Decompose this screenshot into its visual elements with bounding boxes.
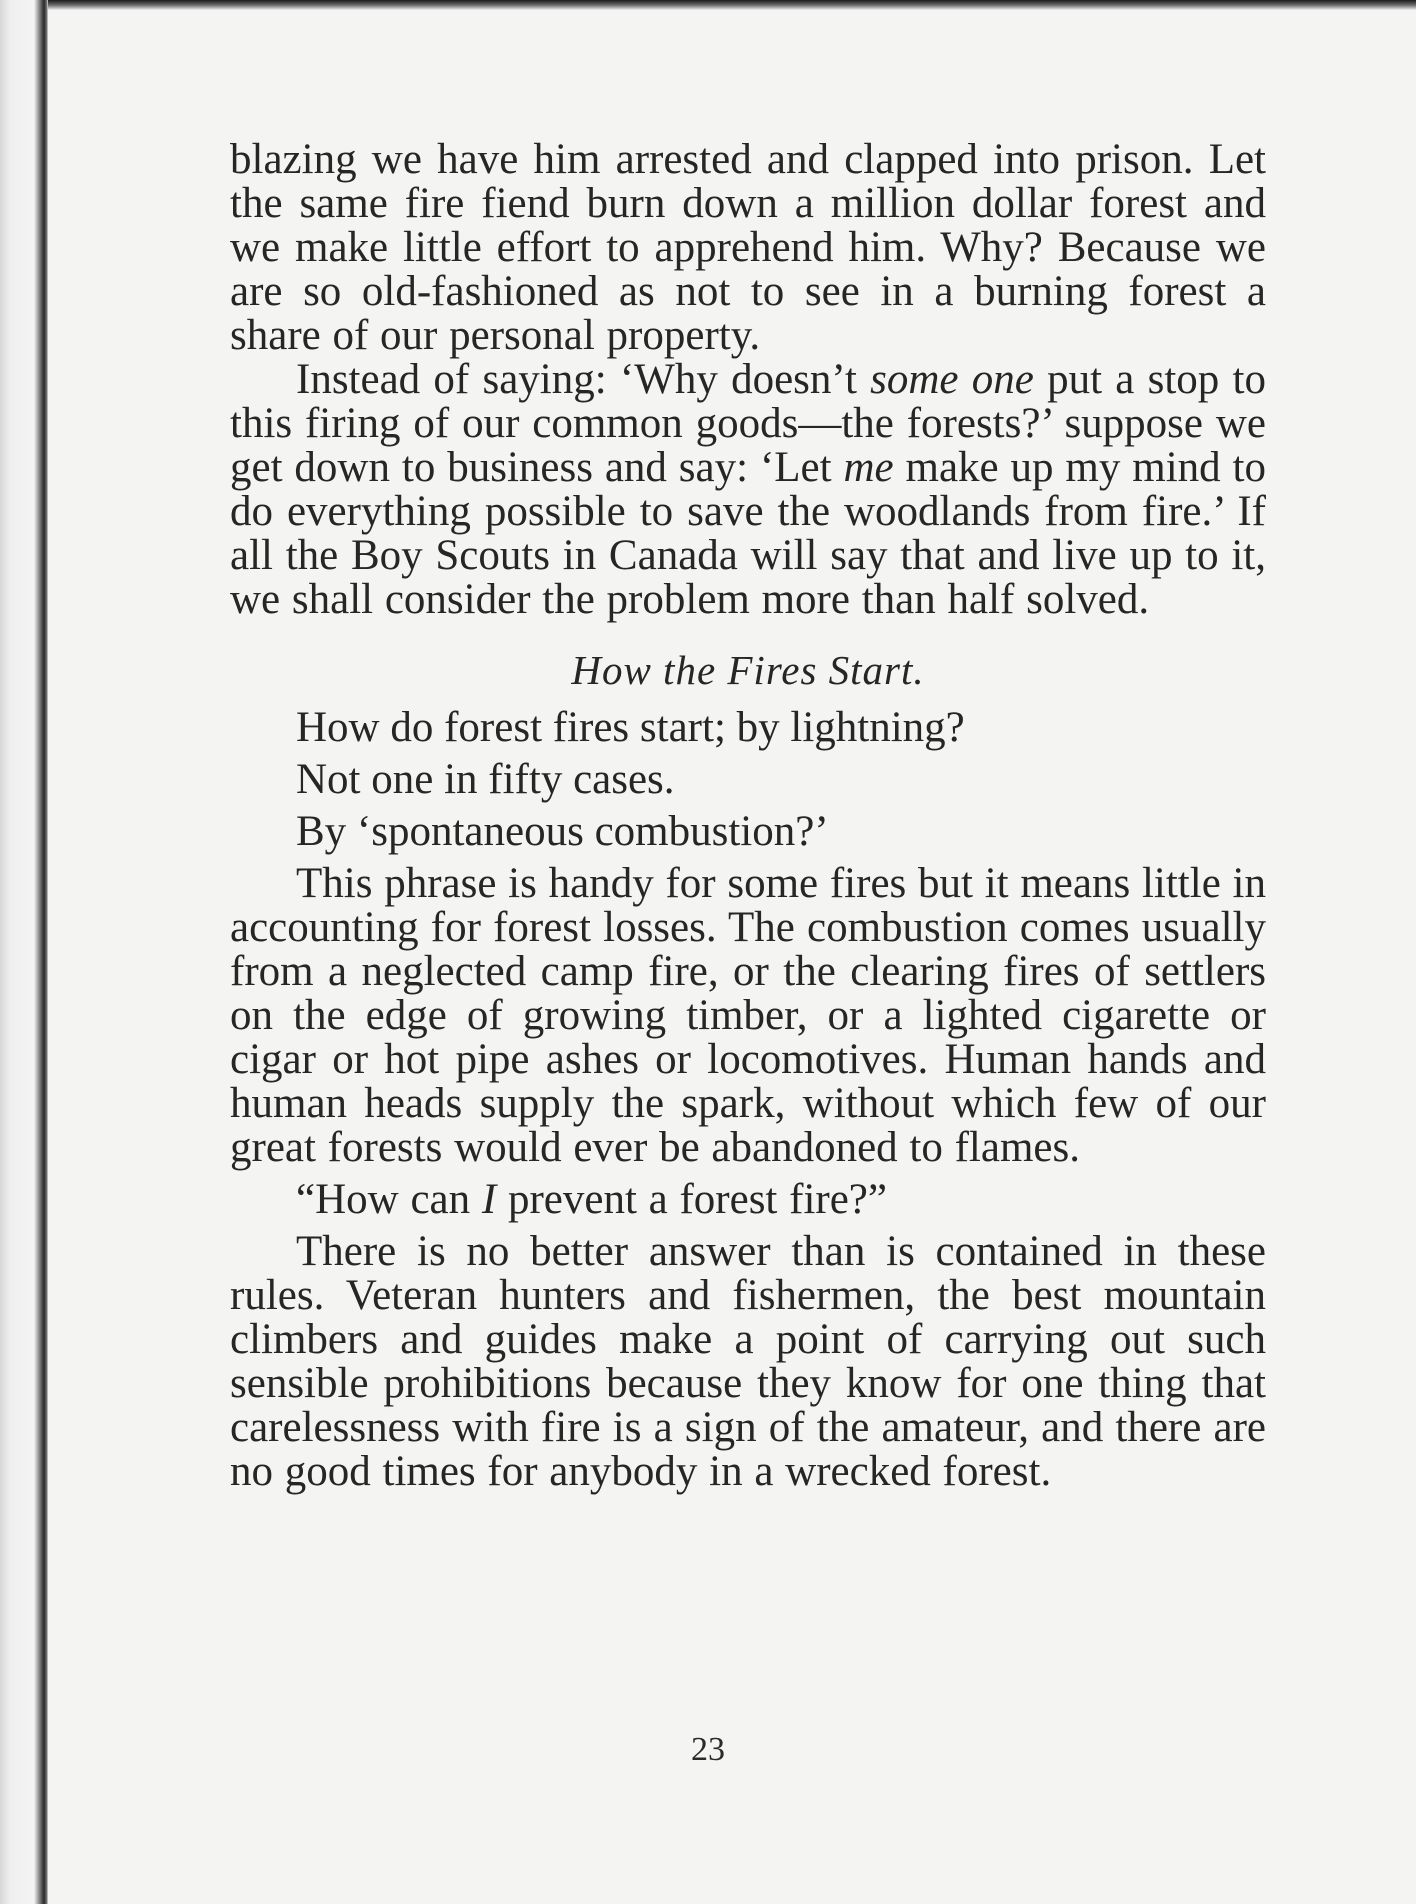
emphasis-text: me — [843, 444, 894, 491]
paragraph-some-one — [230, 358, 1266, 622]
paragraph-text: “How can — [296, 1176, 482, 1223]
question-lightning: How do forest fires start; by lightning? — [296, 704, 965, 751]
question-combustion: By ‘spontaneous combustion?’ — [296, 808, 829, 855]
emphasis-text: I — [481, 1176, 497, 1223]
question-prevent-fire — [230, 1178, 1266, 1222]
scan-top-edge — [0, 0, 1416, 10]
answer-fifty-cases: Not one in fifty cases. — [296, 756, 675, 803]
page-number: 23 — [691, 1731, 725, 1768]
paragraph-answer-rules: There is no better answer than is contained in these rules. Veteran hunters and fishermen, the best mountain climbers and guides make a point of carrying out such sensible prohibitions because they know for one thing that carelessness with fire is a sign of the amateur, and there are no good times for anybody in a wrecked forest. — [230, 1228, 1266, 1495]
section-heading: How the Fires Start. — [571, 647, 925, 693]
book-binding-edge — [0, 0, 48, 1904]
page-body-text — [230, 138, 1266, 1494]
paragraph-fire-fiend: blazing we have him arrested and clapped into prison. Let the same fire fiend burn down a million dollar forest and we make little effort to apprehend him. Why? Because we are so old-fashioned as not to see in a burning forest a share of our personal property. — [230, 136, 1266, 359]
paragraph-text: put a stop to this firing of our common goods—the forests?’ suppose we get down to business and say: ‘Let — [230, 356, 1266, 491]
paragraph-this-phrase: This phrase is handy for some fires but it means little in accounting for forest losses. The combustion comes usually from a neglected camp fire, or the clearing fires of settlers on the edge of growing timber, or a lighted cigarette or cigar or hot pipe ashes or locomotives. Human hands and human heads supply the spark, without which few of our great forests would ever be abandoned to flames. — [230, 860, 1266, 1171]
paragraph-text: make up my mind to do everything possible to save the woodlands from fire.’ If all the Boy Scouts in Canada will say that and live up to it, we shall consider the problem more than half solved. — [230, 444, 1266, 623]
emphasis-text: some one — [870, 356, 1034, 403]
paragraph-text: Instead of saying: ‘Why doesn’t — [296, 356, 871, 403]
paragraph-text: prevent a forest fire?” — [496, 1176, 887, 1223]
